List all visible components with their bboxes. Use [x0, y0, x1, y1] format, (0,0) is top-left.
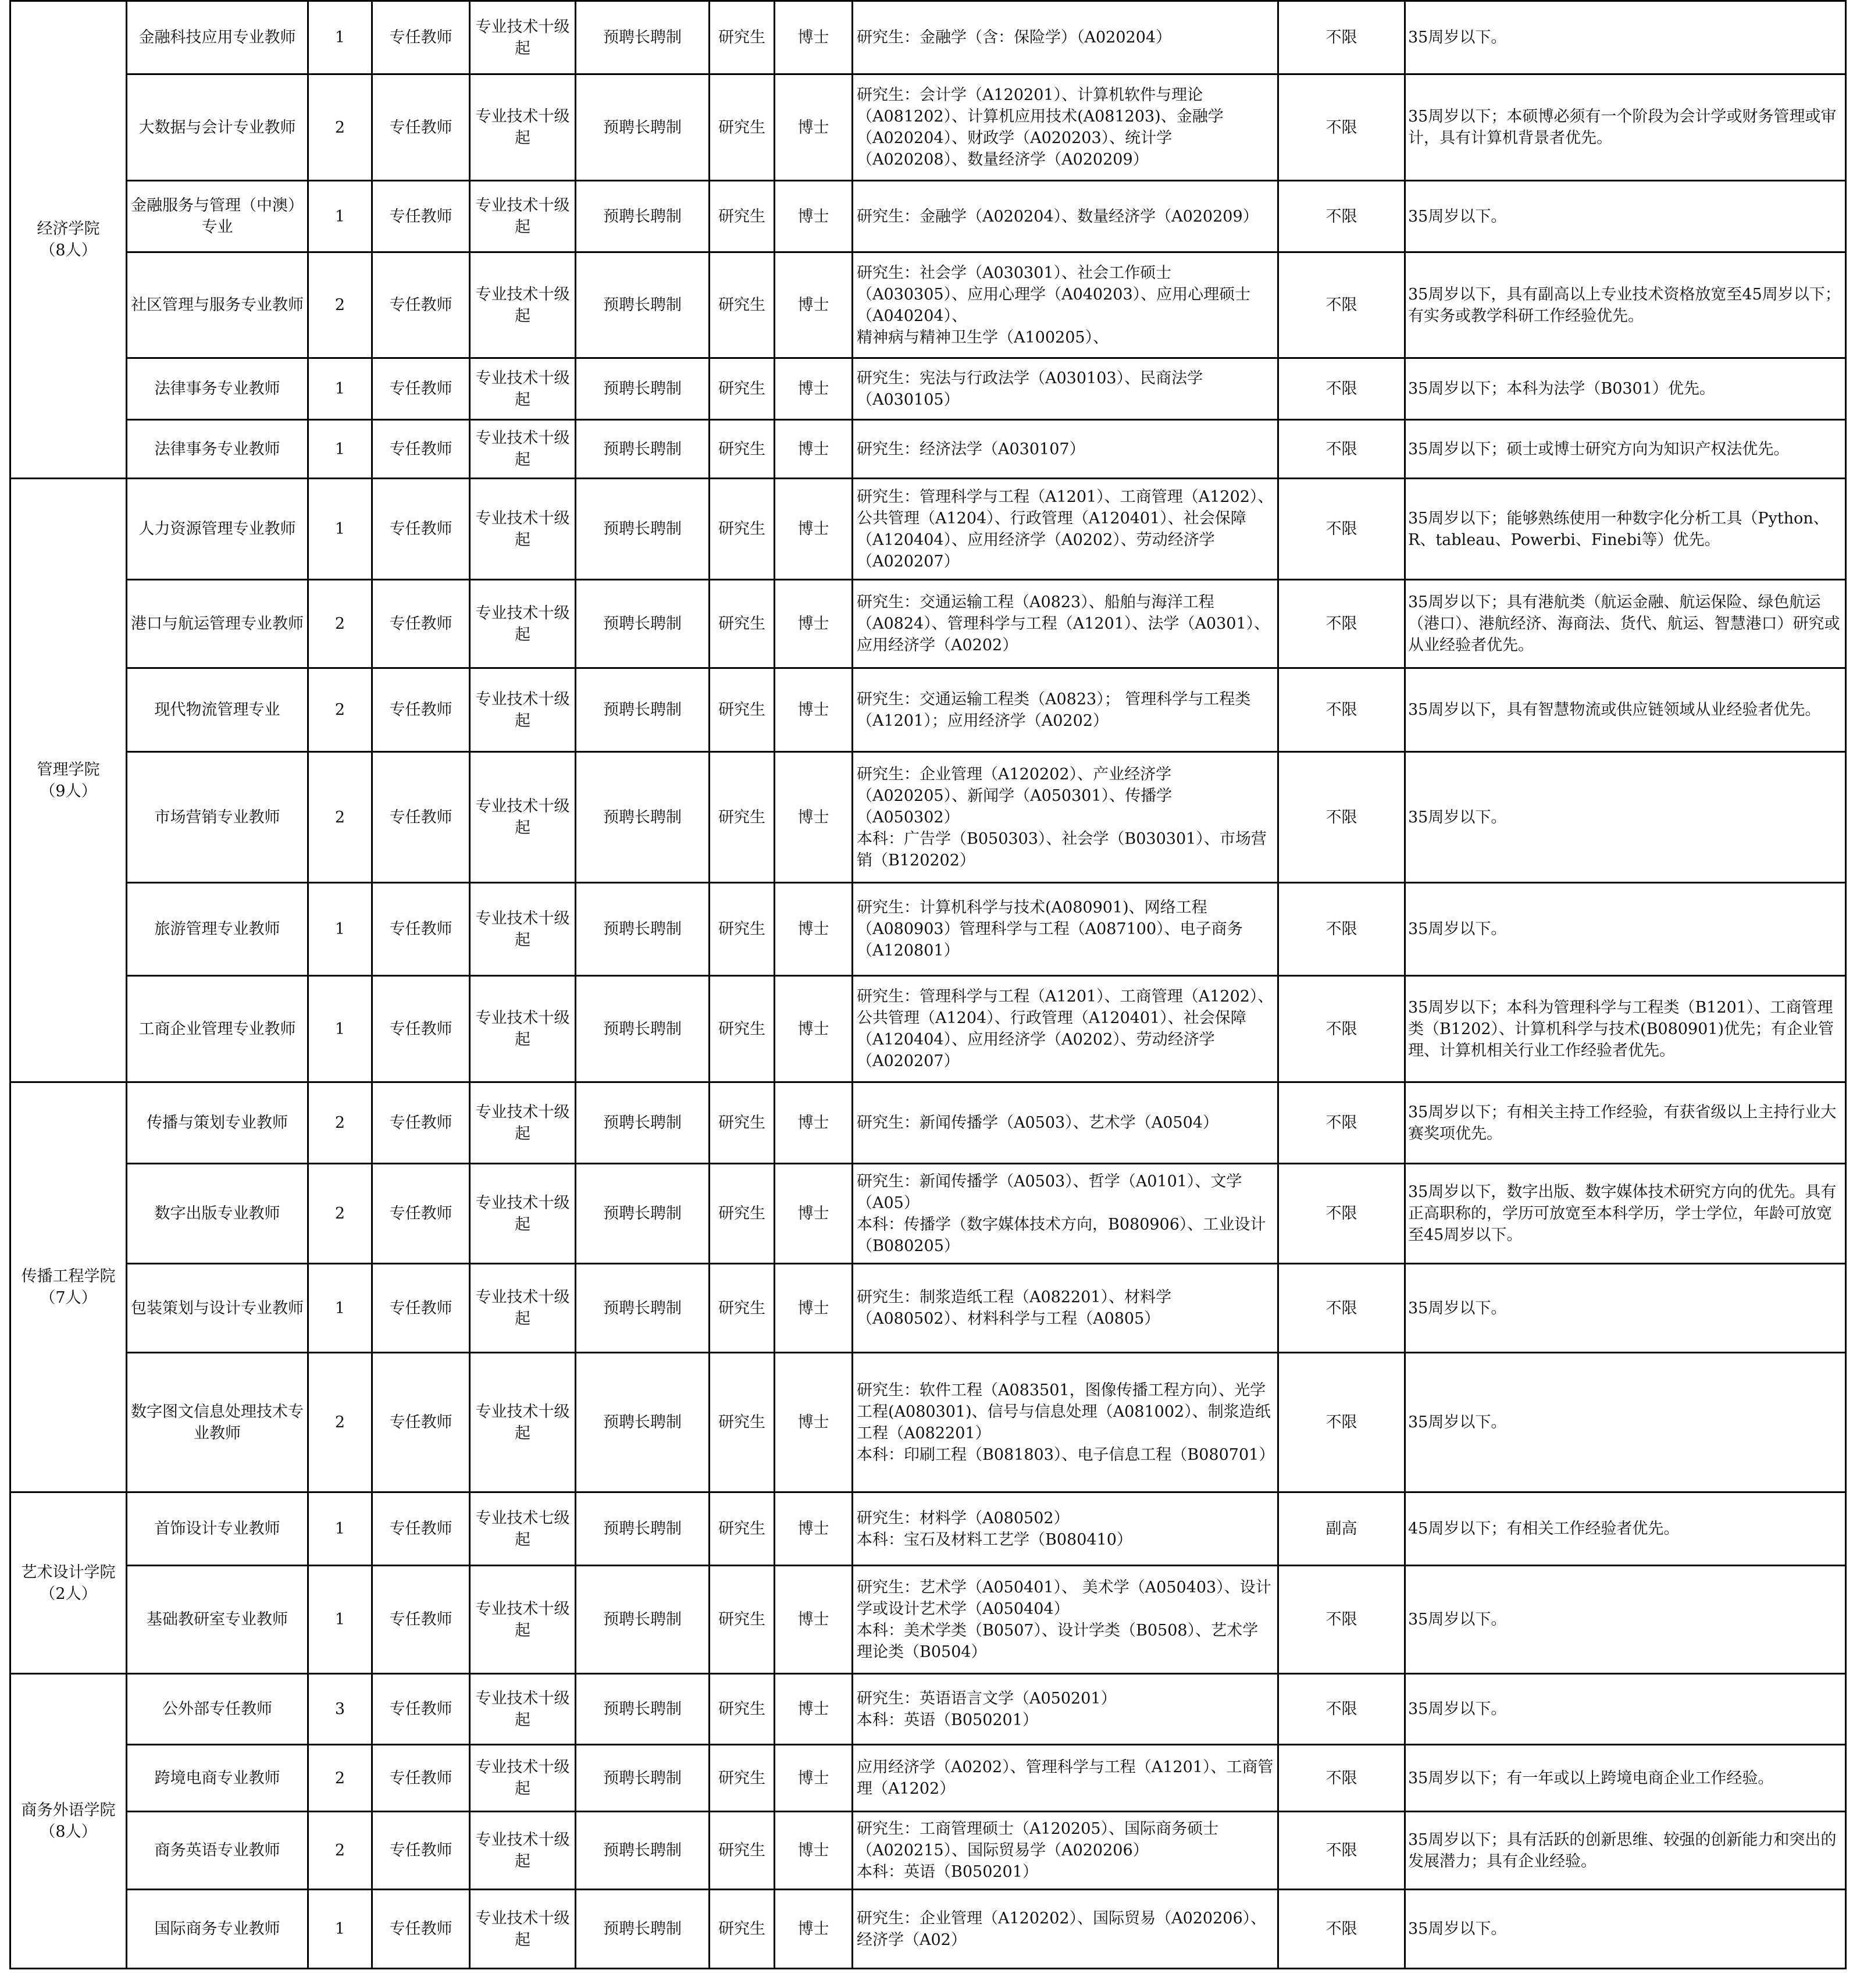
requirement-cell: 35周岁以下；具有活跃的创新思维、较强的创新能力和突出的发展潜力；具有企业经验。 [1405, 1812, 1846, 1890]
mode-cell: 预聘长聘制 [576, 358, 710, 420]
title-cell: 不限 [1278, 752, 1405, 883]
education-cell: 研究生 [710, 1, 775, 74]
degree-cell: 博士 [775, 1082, 853, 1164]
mode-cell: 预聘长聘制 [576, 1082, 710, 1164]
grade-cell: 专业技术十级起 [470, 1082, 576, 1164]
type-cell: 专任教师 [372, 1812, 470, 1890]
requirement-cell: 35周岁以下；能够熟练使用一种数字化分析工具（Python、R、tableau、Powerbi、Finebi等）优先。 [1405, 479, 1846, 580]
college-cell: 管理学院 （9人） [10, 479, 127, 1082]
requirement-cell: 35周岁以下；本科为法学（B0301）优先。 [1405, 358, 1846, 420]
count-cell: 1 [308, 1264, 372, 1353]
requirement-cell: 35周岁以下。 [1405, 1566, 1846, 1674]
grade-cell: 专业技术十级起 [470, 1890, 576, 1969]
degree-cell: 博士 [775, 1890, 853, 1969]
education-cell: 研究生 [710, 1674, 775, 1745]
major-cell: 研究生：管理科学与工程（A1201）、工商管理（A1202）、公共管理（A1204）、行政管理（A120401）、社会保障（A120404）、应用经济学（A0202）、劳动经济学（A020207） [853, 976, 1278, 1082]
requirement-cell: 35周岁以下，具有智慧物流或供应链领域从业经验者优先。 [1405, 668, 1846, 752]
title-cell: 不限 [1278, 1082, 1405, 1164]
position-cell: 公外部专任教师 [127, 1674, 308, 1745]
degree-cell: 博士 [775, 668, 853, 752]
major-cell: 研究生：计算机科学与技术(A080901)、网络工程（A080903）管理科学与工程（A087100）、电子商务（A120801） [853, 883, 1278, 976]
type-cell: 专任教师 [372, 1, 470, 74]
education-cell: 研究生 [710, 883, 775, 976]
degree-cell: 博士 [775, 752, 853, 883]
requirement-cell: 35周岁以下。 [1405, 883, 1846, 976]
mode-cell: 预聘长聘制 [576, 479, 710, 580]
mode-cell: 预聘长聘制 [576, 580, 710, 668]
title-cell: 不限 [1278, 1566, 1405, 1674]
grade-cell: 专业技术十级起 [470, 479, 576, 580]
mode-cell: 预聘长聘制 [576, 181, 710, 252]
major-cell: 研究生：新闻传播学（A0503）、艺术学（A0504） [853, 1082, 1278, 1164]
requirement-cell: 35周岁以下；硕士或博士研究方向为知识产权法优先。 [1405, 420, 1846, 479]
education-cell: 研究生 [710, 1164, 775, 1264]
grade-cell: 专业技术十级起 [470, 1264, 576, 1353]
mode-cell: 预聘长聘制 [576, 883, 710, 976]
type-cell: 专任教师 [372, 1492, 470, 1566]
college-cell: 商务外语学院 （8人） [10, 1674, 127, 1969]
degree-cell: 博士 [775, 252, 853, 358]
type-cell: 专任教师 [372, 1566, 470, 1674]
major-cell: 研究生：交通运输工程类（A0823）； 管理科学与工程类（A1201）；应用经济学（A0202） [853, 668, 1278, 752]
major-cell: 研究生：艺术学（A050401）、 美术学（A050403）、设计学或设计艺术学（A050404） 本科：美术学类（B0507）、设计学类（B0508）、艺术学理论类（B0504） [853, 1566, 1278, 1674]
grade-cell: 专业技术十级起 [470, 74, 576, 181]
major-cell: 应用经济学（A0202）、管理科学与工程（A1201）、工商管理（A1202） [853, 1745, 1278, 1812]
position-cell: 社区管理与服务专业教师 [127, 252, 308, 358]
count-cell: 1 [308, 1492, 372, 1566]
grade-cell: 专业技术十级起 [470, 1812, 576, 1890]
degree-cell: 博士 [775, 1566, 853, 1674]
requirement-cell: 35周岁以下；具有港航类（航运金融、航运保险、绿色航运（港口）、港航经济、海商法、货代、航运、智慧港口）研究或从业经验者优先。 [1405, 580, 1846, 668]
degree-cell: 博士 [775, 1745, 853, 1812]
title-cell: 不限 [1278, 181, 1405, 252]
table-row [10, 752, 1846, 883]
mode-cell: 预聘长聘制 [576, 1745, 710, 1812]
position-cell: 国际商务专业教师 [127, 1890, 308, 1969]
title-cell: 不限 [1278, 668, 1405, 752]
major-cell: 研究生：新闻传播学（A0503）、哲学（A0101）、文学（A05） 本科：传播学（数字媒体技术方向，B080906）、工业设计（B080205） [853, 1164, 1278, 1264]
education-cell: 研究生 [710, 74, 775, 181]
table-row [10, 580, 1846, 668]
mode-cell: 预聘长聘制 [576, 1890, 710, 1969]
position-cell: 旅游管理专业教师 [127, 883, 308, 976]
type-cell: 专任教师 [372, 1264, 470, 1353]
requirement-cell: 45周岁以下；有相关工作经验者优先。 [1405, 1492, 1846, 1566]
degree-cell: 博士 [775, 74, 853, 181]
table-row [10, 479, 1846, 580]
major-cell: 研究生：宪法与行政法学（A030103）、民商法学（A030105） [853, 358, 1278, 420]
major-cell: 研究生：材料学（A080502） 本科：宝石及材料工艺学（B080410） [853, 1492, 1278, 1566]
type-cell: 专任教师 [372, 358, 470, 420]
education-cell: 研究生 [710, 358, 775, 420]
table-row [10, 1566, 1846, 1674]
mode-cell: 预聘长聘制 [576, 1812, 710, 1890]
major-cell: 研究生：金融学（A020204）、数量经济学（A020209） [853, 181, 1278, 252]
count-cell: 1 [308, 883, 372, 976]
degree-cell: 博士 [775, 479, 853, 580]
type-cell: 专任教师 [372, 74, 470, 181]
position-cell: 法律事务专业教师 [127, 420, 308, 479]
position-cell: 商务英语专业教师 [127, 1812, 308, 1890]
table-row [10, 668, 1846, 752]
table-row [10, 358, 1846, 420]
table-row [10, 976, 1846, 1082]
table-row [10, 1492, 1846, 1566]
education-cell: 研究生 [710, 1745, 775, 1812]
table-row [10, 181, 1846, 252]
major-cell: 研究生：会计学（A120201）、计算机软件与理论（A081202）、计算机应用技术(A081203)、金融学（A020204）、财政学（A020203）、统计学（A020208）、数量经济学（A020209） [853, 74, 1278, 181]
title-cell: 不限 [1278, 580, 1405, 668]
title-cell: 副高 [1278, 1492, 1405, 1566]
count-cell: 2 [308, 752, 372, 883]
requirement-cell: 35周岁以下。 [1405, 1, 1846, 74]
position-cell: 基础教研室专业教师 [127, 1566, 308, 1674]
requirement-cell: 35周岁以下；本硕博必须有一个阶段为会计学或财务管理或审计，具有计算机背景者优先。 [1405, 74, 1846, 181]
grade-cell: 专业技术十级起 [470, 1674, 576, 1745]
count-cell: 1 [308, 1, 372, 74]
title-cell: 不限 [1278, 420, 1405, 479]
education-cell: 研究生 [710, 1566, 775, 1674]
grade-cell: 专业技术十级起 [470, 668, 576, 752]
recruitment-table [9, 0, 1847, 1969]
major-cell: 研究生：英语语言文学（A050201） 本科：英语（B050201） [853, 1674, 1278, 1745]
major-cell: 研究生：管理科学与工程（A1201）、工商管理（A1202）、公共管理（A1204）、行政管理（A120401）、社会保障（A120404）、应用经济学（A0202）、劳动经济学（A020207） [853, 479, 1278, 580]
requirement-cell: 35周岁以下；有相关主持工作经验，有获省级以上主持行业大赛奖项优先。 [1405, 1082, 1846, 1164]
title-cell: 不限 [1278, 479, 1405, 580]
mode-cell: 预聘长聘制 [576, 1164, 710, 1264]
type-cell: 专任教师 [372, 252, 470, 358]
type-cell: 专任教师 [372, 668, 470, 752]
requirement-cell: 35周岁以下。 [1405, 181, 1846, 252]
education-cell: 研究生 [710, 1082, 775, 1164]
education-cell: 研究生 [710, 252, 775, 358]
education-cell: 研究生 [710, 752, 775, 883]
position-cell: 港口与航运管理专业教师 [127, 580, 308, 668]
education-cell: 研究生 [710, 479, 775, 580]
mode-cell: 预聘长聘制 [576, 976, 710, 1082]
title-cell: 不限 [1278, 1, 1405, 74]
college-cell: 艺术设计学院 （2人） [10, 1492, 127, 1674]
mode-cell: 预聘长聘制 [576, 1566, 710, 1674]
table-row [10, 1812, 1846, 1890]
title-cell: 不限 [1278, 1674, 1405, 1745]
type-cell: 专任教师 [372, 1745, 470, 1812]
major-cell: 研究生：企业管理（A120202）、国际贸易（A020206）、经济学（A02） [853, 1890, 1278, 1969]
grade-cell: 专业技术十级起 [470, 883, 576, 976]
requirement-cell: 35周岁以下。 [1405, 1264, 1846, 1353]
grade-cell: 专业技术十级起 [470, 1164, 576, 1264]
type-cell: 专任教师 [372, 181, 470, 252]
title-cell: 不限 [1278, 1890, 1405, 1969]
count-cell: 2 [308, 1353, 372, 1492]
degree-cell: 博士 [775, 358, 853, 420]
education-cell: 研究生 [710, 1890, 775, 1969]
education-cell: 研究生 [710, 668, 775, 752]
table-row [10, 1082, 1846, 1164]
position-cell: 首饰设计专业教师 [127, 1492, 308, 1566]
type-cell: 专任教师 [372, 1082, 470, 1164]
title-cell: 不限 [1278, 883, 1405, 976]
position-cell: 人力资源管理专业教师 [127, 479, 308, 580]
grade-cell: 专业技术七级起 [470, 1492, 576, 1566]
table-row [10, 252, 1846, 358]
degree-cell: 博士 [775, 883, 853, 976]
grade-cell: 专业技术十级起 [470, 1566, 576, 1674]
position-cell: 数字出版专业教师 [127, 1164, 308, 1264]
table-row [10, 1674, 1846, 1745]
major-cell: 研究生：工商管理硕士（A120205）、国际商务硕士（A020215）、国际贸易学（A020206） 本科：英语（B050201） [853, 1812, 1278, 1890]
table-row [10, 1164, 1846, 1264]
count-cell: 2 [308, 668, 372, 752]
type-cell: 专任教师 [372, 1674, 470, 1745]
mode-cell: 预聘长聘制 [576, 74, 710, 181]
degree-cell: 博士 [775, 1, 853, 74]
position-cell: 包装策划与设计专业教师 [127, 1264, 308, 1353]
type-cell: 专任教师 [372, 1890, 470, 1969]
table-row [10, 74, 1846, 181]
requirement-cell: 35周岁以下。 [1405, 1890, 1846, 1969]
position-cell: 数字图文信息处理技术专业教师 [127, 1353, 308, 1492]
college-cell: 传播工程学院 （7人） [10, 1082, 127, 1492]
table-row [10, 1890, 1846, 1969]
position-cell: 金融科技应用专业教师 [127, 1, 308, 74]
title-cell: 不限 [1278, 1353, 1405, 1492]
count-cell: 2 [308, 580, 372, 668]
table-row [10, 1264, 1846, 1353]
table-row [10, 1, 1846, 74]
degree-cell: 博士 [775, 1264, 853, 1353]
requirement-cell: 35周岁以下，具有副高以上专业技术资格放宽至45周岁以下；有实务或教学科研工作经验优先。 [1405, 252, 1846, 358]
type-cell: 专任教师 [372, 883, 470, 976]
degree-cell: 博士 [775, 1812, 853, 1890]
position-cell: 市场营销专业教师 [127, 752, 308, 883]
major-cell: 研究生：社会学（A030301）、社会工作硕士（A030305）、应用心理学（A040203）、应用心理硕士（A040204）、 精神病与精神卫生学（A100205）、 [853, 252, 1278, 358]
education-cell: 研究生 [710, 1264, 775, 1353]
grade-cell: 专业技术十级起 [470, 752, 576, 883]
degree-cell: 博士 [775, 580, 853, 668]
title-cell: 不限 [1278, 358, 1405, 420]
position-cell: 跨境电商专业教师 [127, 1745, 308, 1812]
mode-cell: 预聘长聘制 [576, 752, 710, 883]
table-row [10, 883, 1846, 976]
degree-cell: 博士 [775, 420, 853, 479]
title-cell: 不限 [1278, 74, 1405, 181]
position-cell: 传播与策划专业教师 [127, 1082, 308, 1164]
education-cell: 研究生 [710, 420, 775, 479]
requirement-cell: 35周岁以下，数字出版、数字媒体技术研究方向的优先。具有正高职称的，学历可放宽至本科学历，学士学位，年龄可放宽至45周岁以下。 [1405, 1164, 1846, 1264]
count-cell: 1 [308, 479, 372, 580]
position-cell: 工商企业管理专业教师 [127, 976, 308, 1082]
count-cell: 1 [308, 1566, 372, 1674]
title-cell: 不限 [1278, 1264, 1405, 1353]
grade-cell: 专业技术十级起 [470, 358, 576, 420]
education-cell: 研究生 [710, 1492, 775, 1566]
position-cell: 现代物流管理专业 [127, 668, 308, 752]
mode-cell: 预聘长聘制 [576, 1264, 710, 1353]
major-cell: 研究生：企业管理（A120202）、产业经济学（A020205）、新闻学（A050301）、传播学（A050302） 本科：广告学（B050303）、社会学（B030301）、市场营销（B120202） [853, 752, 1278, 883]
type-cell: 专任教师 [372, 479, 470, 580]
major-cell: 研究生：交通运输工程（A0823）、船舶与海洋工程（A0824）、管理科学与工程（A1201）、法学（A0301）、应用经济学（A0202） [853, 580, 1278, 668]
count-cell: 1 [308, 358, 372, 420]
grade-cell: 专业技术十级起 [470, 181, 576, 252]
major-cell: 研究生：制浆造纸工程（A082201）、材料学（A080502）、材料科学与工程（A0805） [853, 1264, 1278, 1353]
count-cell: 1 [308, 420, 372, 479]
count-cell: 2 [308, 1164, 372, 1264]
grade-cell: 专业技术十级起 [470, 1745, 576, 1812]
title-cell: 不限 [1278, 1164, 1405, 1264]
major-cell: 研究生：经济法学（A030107） [853, 420, 1278, 479]
table-body [10, 1, 1846, 1969]
requirement-cell: 35周岁以下。 [1405, 1674, 1846, 1745]
title-cell: 不限 [1278, 1812, 1405, 1890]
grade-cell: 专业技术十级起 [470, 580, 576, 668]
mode-cell: 预聘长聘制 [576, 420, 710, 479]
count-cell: 1 [308, 976, 372, 1082]
requirement-cell: 35周岁以下。 [1405, 1353, 1846, 1492]
type-cell: 专任教师 [372, 976, 470, 1082]
grade-cell: 专业技术十级起 [470, 420, 576, 479]
mode-cell: 预聘长聘制 [576, 1, 710, 74]
requirement-cell: 35周岁以下。 [1405, 752, 1846, 883]
major-cell: 研究生：软件工程（A083501，图像传播工程方向）、光学工程(A080301)、信号与信息处理（A081002）、制浆造纸工程（A082201） 本科：印刷工程（B081803）、电子信息工程（B080701） [853, 1353, 1278, 1492]
degree-cell: 博士 [775, 1353, 853, 1492]
title-cell: 不限 [1278, 976, 1405, 1082]
position-cell: 金融服务与管理（中澳）专业 [127, 181, 308, 252]
table-row [10, 1745, 1846, 1812]
count-cell: 3 [308, 1674, 372, 1745]
education-cell: 研究生 [710, 1812, 775, 1890]
degree-cell: 博士 [775, 181, 853, 252]
degree-cell: 博士 [775, 1164, 853, 1264]
title-cell: 不限 [1278, 252, 1405, 358]
degree-cell: 博士 [775, 1492, 853, 1566]
count-cell: 2 [308, 1745, 372, 1812]
grade-cell: 专业技术十级起 [470, 252, 576, 358]
count-cell: 2 [308, 74, 372, 181]
count-cell: 2 [308, 1812, 372, 1890]
requirement-cell: 35周岁以下；有一年或以上跨境电商企业工作经验。 [1405, 1745, 1846, 1812]
grade-cell: 专业技术十级起 [470, 1353, 576, 1492]
count-cell: 1 [308, 1890, 372, 1969]
count-cell: 2 [308, 252, 372, 358]
degree-cell: 博士 [775, 1674, 853, 1745]
type-cell: 专任教师 [372, 420, 470, 479]
grade-cell: 专业技术十级起 [470, 1, 576, 74]
mode-cell: 预聘长聘制 [576, 668, 710, 752]
count-cell: 1 [308, 181, 372, 252]
count-cell: 2 [308, 1082, 372, 1164]
table-row [10, 420, 1846, 479]
type-cell: 专任教师 [372, 752, 470, 883]
college-cell: 经济学院 （8人） [10, 1, 127, 479]
mode-cell: 预聘长聘制 [576, 1492, 710, 1566]
mode-cell: 预聘长聘制 [576, 1674, 710, 1745]
education-cell: 研究生 [710, 1353, 775, 1492]
position-cell: 大数据与会计专业教师 [127, 74, 308, 181]
education-cell: 研究生 [710, 976, 775, 1082]
education-cell: 研究生 [710, 580, 775, 668]
degree-cell: 博士 [775, 976, 853, 1082]
mode-cell: 预聘长聘制 [576, 1353, 710, 1492]
grade-cell: 专业技术十级起 [470, 976, 576, 1082]
table-row [10, 1353, 1846, 1492]
mode-cell: 预聘长聘制 [576, 252, 710, 358]
education-cell: 研究生 [710, 181, 775, 252]
major-cell: 研究生：金融学（含：保险学）（A020204） [853, 1, 1278, 74]
title-cell: 不限 [1278, 1745, 1405, 1812]
type-cell: 专任教师 [372, 1164, 470, 1264]
type-cell: 专任教师 [372, 580, 470, 668]
requirement-cell: 35周岁以下；本科为管理科学与工程类（B1201）、工商管理类（B1202）、计算机科学与技术(B080901)优先；有企业管理、计算机相关行业工作经验者优先。 [1405, 976, 1846, 1082]
type-cell: 专任教师 [372, 1353, 470, 1492]
position-cell: 法律事务专业教师 [127, 358, 308, 420]
